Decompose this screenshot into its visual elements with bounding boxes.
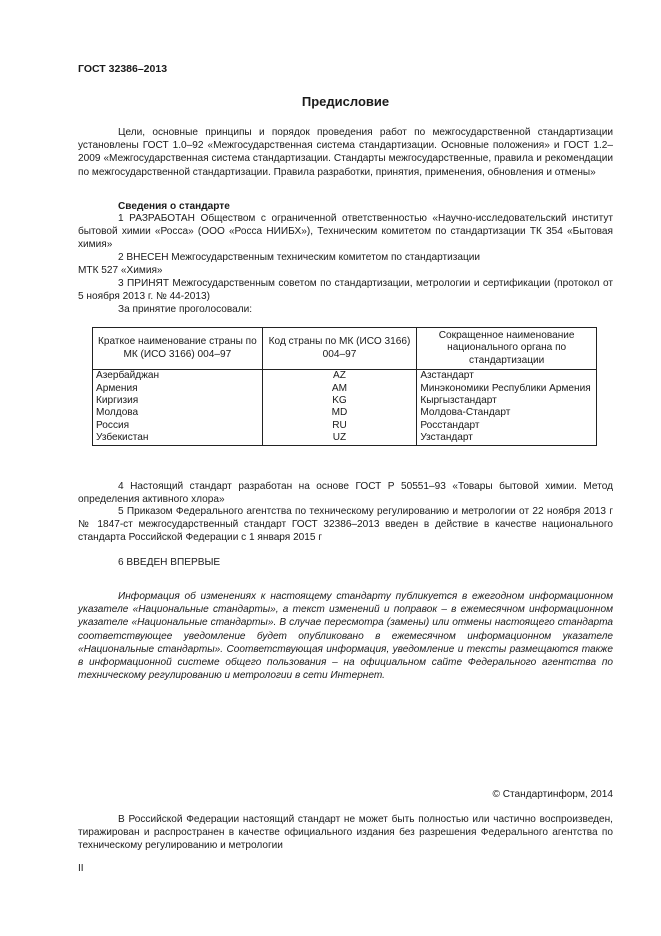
intro-paragraph: Цели, основные принципы и порядок проведения работ по межгосударственной стандартизации установлены ГОСТ 1.0–92 «Межгосударственная система стандартизации. Основные положения» и ГОСТ 1.2–2009 «Межгосударственная система стандартизации. Стандарты межгосударственные, правила и рекомендации по межгосударственной стандартизации. Правила разработки, принятия, применения, обновления и отмены» <box>78 127 613 178</box>
table-row <box>93 420 597 432</box>
page-number: II <box>78 863 84 874</box>
document-id-header: ГОСТ 32386–2013 <box>78 63 168 75</box>
table-row <box>93 370 597 383</box>
table-row <box>93 383 597 395</box>
item-3-adopted: 3 ПРИНЯТ Межгосударственным советом по стандартизации, метрологии и сертификации (протокол от 5 ноября 2013 г. № 44-2013) <box>78 278 613 303</box>
item-4-basis: 4 Настоящий стандарт разработан на основе ГОСТ Р 50551–93 «Товары бытовой химии. Метод определения активного хлора» <box>78 481 613 506</box>
table-row <box>93 407 597 419</box>
header-country-code: Код страны по МК (ИСО 3166) 004–97 <box>262 328 417 370</box>
changes-info-note: Информация об изменениях к настоящему стандарту публикуется в ежегодном информационном указателе «Национальные стандарты», а текст изменений и поправок – в ежемесячном информационном указателе «Национальные стандарты». В случае пересмотра (замены) или отмены настоящего стандарта соответствующее уведомление будет опубликовано в ежемесячном информационном указателе «Национальные стандарты». Соответствующая информация, уведомление и тексты размещаются также в информационной системе общего пользования – на официальном сайте Федерального агентства по техническому регулированию и метрологии в сети Интернет. <box>78 591 613 682</box>
country-code: MD <box>262 407 417 419</box>
copyright-line: © Стандартинформ, 2014 <box>492 789 613 800</box>
country-name: Армения <box>93 383 263 395</box>
header-standards-body: Сокращенное наименование национального органа по стандартизации <box>417 328 597 370</box>
page-title: Предисловие <box>301 94 390 109</box>
table-header-row <box>93 328 597 370</box>
table-row <box>93 395 597 407</box>
reproduction-notice: В Российской Федерации настоящий стандарт не может быть полностью или частично воспроизведен, тиражирован и распространен в качестве официального издания без разрешения Федерального агентства по техническому регулированию и метрологии <box>78 814 613 852</box>
country-code: AZ <box>262 370 417 383</box>
country-code: KG <box>262 395 417 407</box>
country-code: RU <box>262 420 417 432</box>
country-name: Узбекистан <box>93 432 263 445</box>
standards-body: Азстандарт <box>417 370 597 383</box>
item-1-developed: 1 РАЗРАБОТАН Обществом с ограниченной ответственностью «Научно-исследовательский институт бытовой химии «Росса» (ООО «Росса НИИБХ»), Техническим комитетом по стандартизации ТК 354 «Бытовая химия» <box>78 213 613 251</box>
table-row <box>93 432 597 445</box>
item-5-order: 5 Приказом Федерального агентства по техническому регулированию и метрологии от 22 ноября 2013 г № 1847-ст межгосударственный стандарт ГОСТ 32386–2013 введен в действие в качестве национального стандарта Российской Федерации с 1 января 2015 г <box>78 506 613 544</box>
country-name: Молдова <box>93 407 263 419</box>
standards-body: Минэкономики Республики Армения <box>417 383 597 395</box>
country-name: Киргизия <box>93 395 263 407</box>
country-code: UZ <box>262 432 417 445</box>
about-heading: Сведения о стандарте <box>118 201 230 212</box>
standards-body: Узстандарт <box>417 432 597 445</box>
item-2-line-1: 2 ВНЕСЕН Межгосударственным техническим комитетом по стандартизации <box>118 252 481 263</box>
country-code: AM <box>262 383 417 395</box>
countries-table <box>92 327 597 446</box>
item-2-line-2: МТК 527 «Химия» <box>78 265 163 276</box>
standards-body: Росстандарт <box>417 420 597 432</box>
header-country-name: Краткое наименование страны по МК (ИСО 3166) 004–97 <box>93 328 263 370</box>
standards-body: Молдова-Стандарт <box>417 407 597 419</box>
country-name: Азербайджан <box>93 370 263 383</box>
item-6-first-introduced: 6 ВВЕДЕН ВПЕРВЫЕ <box>118 557 221 568</box>
standards-body: Кыргызстандарт <box>417 395 597 407</box>
voted-label: За принятие проголосовали: <box>118 304 253 315</box>
country-name: Россия <box>93 420 263 432</box>
